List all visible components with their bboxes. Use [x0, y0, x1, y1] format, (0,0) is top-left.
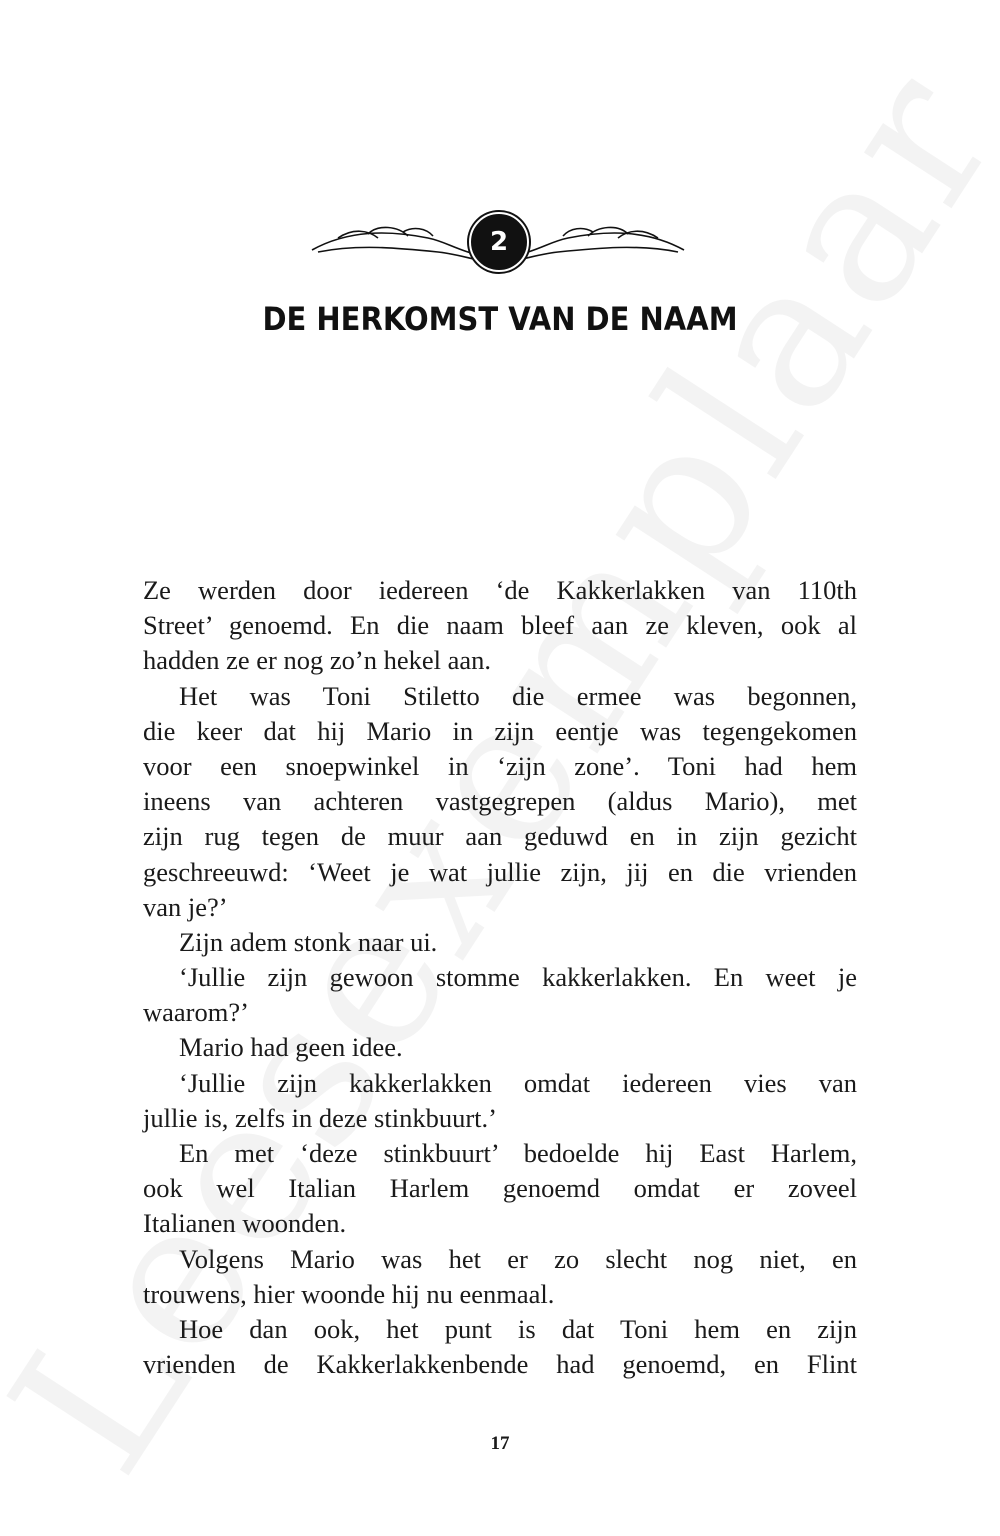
text-line: die keer dat hij Mario in zijn eentje was tegengekomen	[143, 715, 857, 746]
chapter-title: DE HERKOMST VAN DE NAAM	[262, 300, 738, 338]
text-line: Ze werden door iedereen ‘de Kakkerlakken van 110th	[143, 575, 857, 605]
text-line: Zijn adem stonk naar ui.	[179, 926, 438, 957]
text-line: ook wel Italian Harlem genoemd omdat er zoveel	[143, 1173, 857, 1204]
text-line: Street’ genoemd. En die naam bleef aan ze kleven, ook al	[143, 610, 857, 641]
text-line: ‘Jullie zijn kakkerlakken omdat iedereen vies van	[179, 1067, 857, 1098]
text-line: Volgens Mario was het er zo slecht nog niet, en	[179, 1243, 857, 1274]
text-line: jullie is, zelfs in deze stinkbuurt.’	[143, 1102, 497, 1133]
text-line: ‘Jullie zijn gewoon stomme kakkerlakken. En weet je	[179, 962, 857, 993]
text-line: waarom?’	[143, 997, 249, 1028]
chapter-number-badge: 2	[469, 212, 529, 272]
text-line: En met ‘deze stinkbuurt’ bedoelde hij East Harlem,	[179, 1138, 857, 1168]
text-line: ineens van achteren vastgegrepen (aldus Mario), met	[143, 786, 857, 817]
page-number: 17	[490, 1433, 510, 1454]
body-text	[143, 573, 857, 1382]
text-line: geschreeuwd: ‘Weet je wat jullie zijn, jij en die vrienden	[143, 856, 857, 887]
text-line: Hoe dan ook, het punt is dat Toni hem en zijn	[179, 1313, 857, 1344]
text-line: voor een snoepwinkel in ‘zijn zone’. Toni had hem	[143, 750, 857, 781]
text-line: van je?’	[143, 891, 228, 922]
text-line: trouwens, hier woonde hij nu eenmaal.	[143, 1278, 555, 1309]
text-line: Het was Toni Stiletto die ermee was begonnen,	[179, 680, 857, 711]
text-line: hadden ze er nog zo’n hekel aan.	[143, 645, 492, 676]
text-line: Italianen woonden.	[143, 1208, 347, 1239]
text-line: Mario had geen idee.	[179, 1032, 403, 1063]
text-line: zijn rug tegen de muur aan geduwd en in zijn gezicht	[143, 821, 857, 852]
text-line: vrienden de Kakkerlakkenbende had genoemd, en Flint	[143, 1349, 857, 1380]
